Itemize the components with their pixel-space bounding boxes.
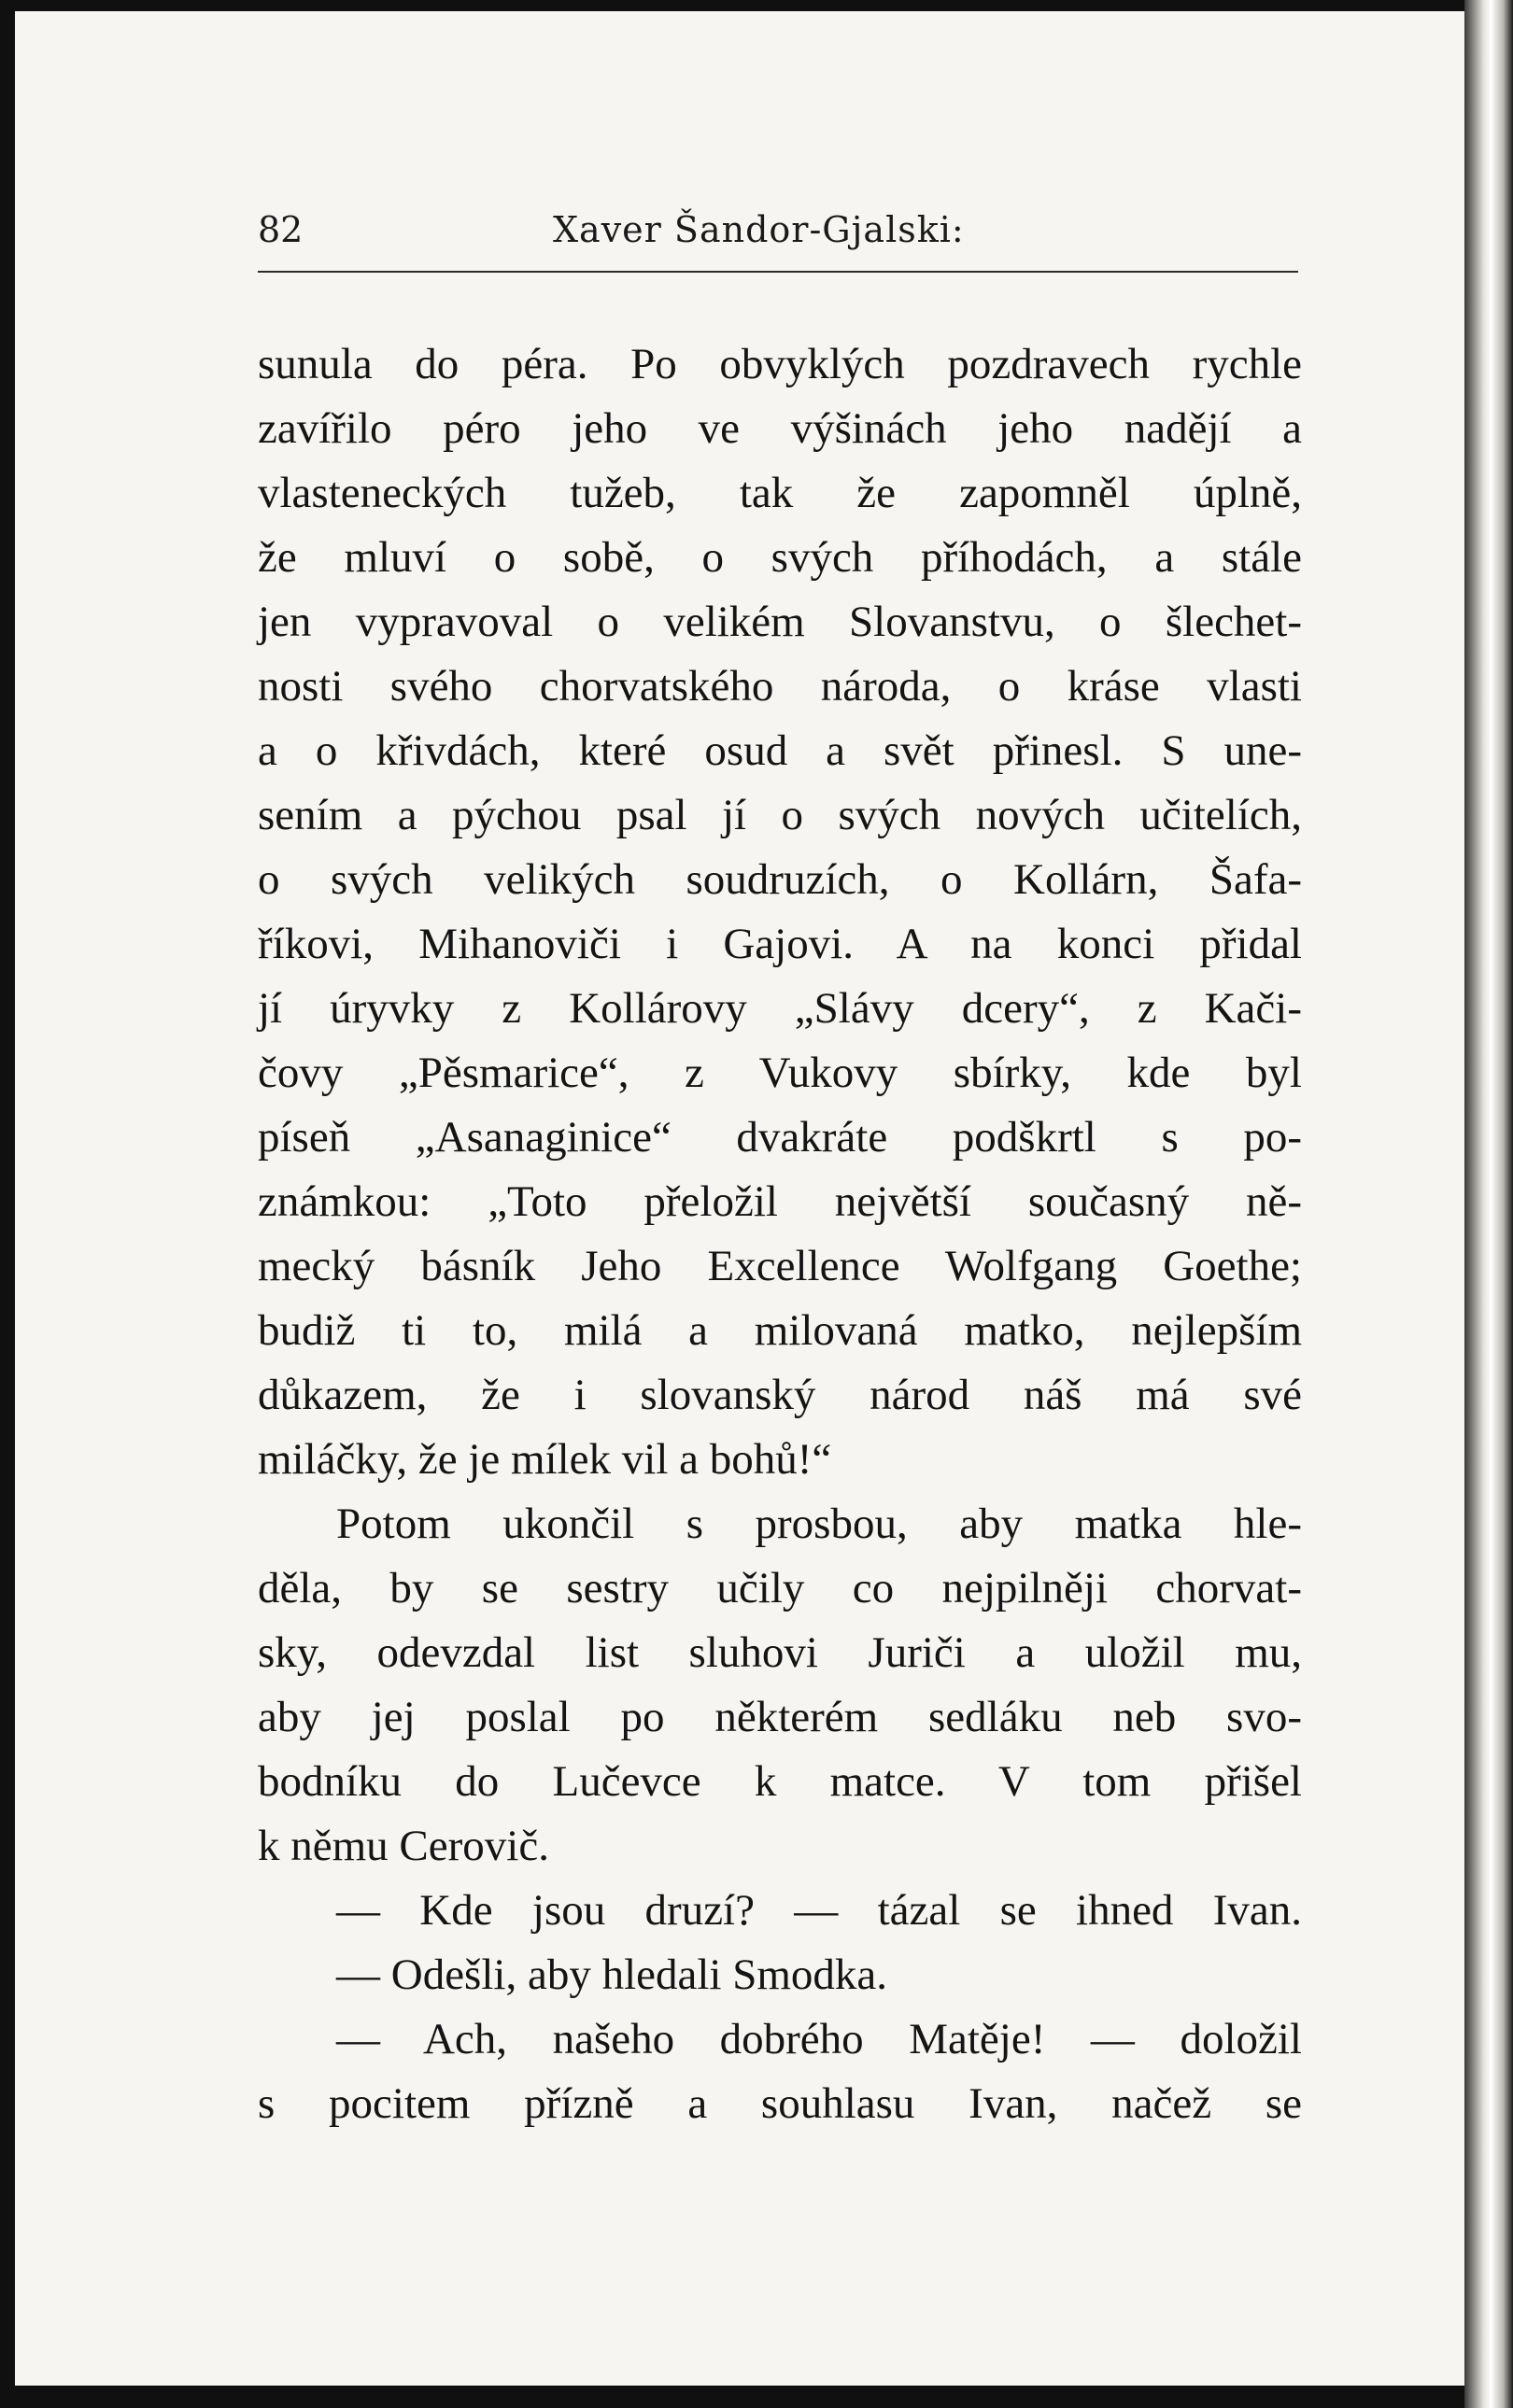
text-line: bodníku do Lučevce k matce. V tom přišel xyxy=(258,1757,1302,1806)
text-line: mecký básník Jeho Excellence Wolfgang Goethe; xyxy=(258,1242,1302,1290)
dialogue-line: — Kde jsou druzí? — tázal se ihned Ivan. xyxy=(336,1886,1302,1935)
text-line: budiž ti to, milá a milovaná matko, nejlepším xyxy=(258,1306,1302,1355)
text-line: o svých velikých soudruzích, o Kollárn, Šafa- xyxy=(258,855,1302,904)
running-title: Xaver Šandor-Gjalski: xyxy=(553,209,965,250)
text-line: a o křivdách, které osud a svět přinesl. S une- xyxy=(258,726,1302,775)
dialogue-line: — Odešli, aby hledali Smodka. xyxy=(336,1950,888,1999)
text-line-indented: Potom ukončil s prosbou, aby matka hle- xyxy=(336,1500,1302,1548)
text-line: píseň „Asanaginice“ dvakráte podškrtl s po- xyxy=(258,1113,1302,1162)
page-header xyxy=(241,204,1302,260)
text-line: čovy „Pěsmarice“, z Vukovy sbírky, kde byl xyxy=(258,1049,1302,1097)
text-line: děla, by se sestry učily co nejpilněji chorvat- xyxy=(258,1564,1302,1612)
text-line: miláčky, že je mílek vil a bohů!“ xyxy=(258,1435,832,1484)
text-line: sením a pýchou psal jí o svých nových učitelích, xyxy=(258,791,1302,839)
page-edge xyxy=(1464,0,1513,2408)
text-line: známkou: „Toto přeložil největší současný ně- xyxy=(258,1177,1302,1226)
page-number: 82 xyxy=(258,209,304,250)
text-line: sky, odevzdal list sluhovi Juriči a uložil mu, xyxy=(258,1628,1302,1677)
text-line: že mluví o sobě, o svých příhodách, a stále xyxy=(258,533,1302,582)
text-line: aby jej poslal po některém sedláku neb svo- xyxy=(258,1693,1302,1741)
text-line: zavířilo péro jeho ve výšinách jeho nadějí a xyxy=(258,404,1302,453)
text-line: k němu Cerovič. xyxy=(258,1822,549,1870)
text-line: jí úryvky z Kollárovy „Slávy dcery“, z Kači- xyxy=(258,984,1302,1033)
text-line: důkazem, že i slovanský národ náš má své xyxy=(258,1371,1302,1419)
body-text xyxy=(258,332,1302,2136)
text-line: sunula do péra. Po obvyklých pozdravech rychle xyxy=(258,340,1302,388)
text-line: s pocitem přízně a souhlasu Ivan, načež se xyxy=(258,2079,1302,2128)
header-rule xyxy=(258,271,1298,273)
text-line: říkovi, Mihanoviči i Gajovi. A na konci přidal xyxy=(258,920,1302,968)
text-line: nosti svého chorvatského národa, o kráse vlasti xyxy=(258,662,1302,711)
text-line: vlasteneckých tužeb, tak že zapomněl úplně, xyxy=(258,469,1302,517)
text-line: jen vypravoval o velikém Slovanstvu, o šlechet- xyxy=(258,598,1302,646)
dialogue-line: — Ach, našeho dobrého Matěje! — doložil xyxy=(336,2015,1302,2063)
